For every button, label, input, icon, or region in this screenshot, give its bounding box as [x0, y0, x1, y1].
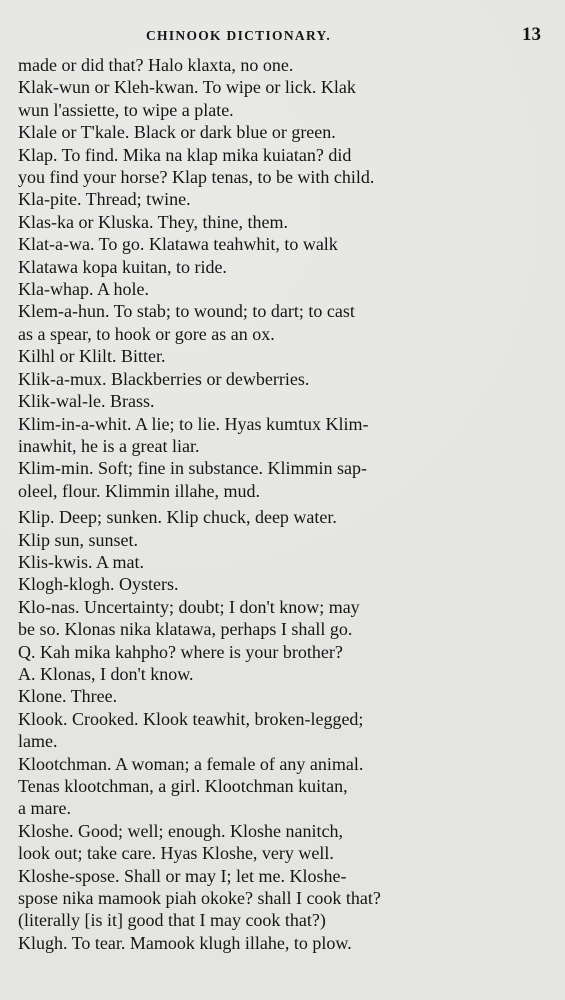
entry-line: Klim-min. Soft; fine in substance. Klimmin sap- — [18, 458, 367, 479]
entry-line: Klone. Three. — [18, 686, 118, 707]
entry-line: Kilhl or Klilt. Bitter. — [18, 346, 166, 367]
entry-line: inawhit, he is a great liar. — [18, 435, 200, 456]
entry-line: A. Klonas, I don't know. — [18, 663, 194, 684]
entry-line: Klo-nas. Uncertainty; doubt; I don't know; may — [18, 596, 360, 617]
entry-line: Klale or T'kale. Black or dark blue or green. — [18, 122, 336, 143]
entry-line: Q. Kah mika kahpho? where is your brother? — [18, 641, 343, 662]
entry-line: Klogh-klogh. Oysters. — [18, 574, 179, 595]
dictionary-entry — [18, 865, 541, 932]
entry-line: Tenas klootchman, a girl. Klootchman kuitan, — [18, 776, 348, 796]
dictionary-entry — [18, 121, 541, 143]
entry-line: look out; take care. Hyas Kloshe, very well. — [18, 843, 334, 864]
entry-line: Klatawa kopa kuitan, to ride. — [18, 256, 227, 277]
entry-line: Klootchman. A woman; a female of any animal. — [18, 753, 364, 774]
entry-line: Klim-in-a-whit. A lie; to lie. Hyas kumtux Klim- — [18, 413, 369, 434]
entry-line: Klook. Crooked. Klook teawhit, broken-legged; — [18, 708, 364, 729]
entry-line: Klak-wun or Kleh-kwan. To wipe or lick. Klak — [18, 77, 356, 98]
entry-line: as a spear, to hook or gore as an ox. — [18, 323, 275, 344]
entry-line: Klip sun, sunset. — [18, 529, 139, 550]
dictionary-entry — [18, 596, 541, 686]
page-header — [18, 22, 541, 50]
dictionary-entry — [18, 413, 541, 458]
dictionary-entry — [18, 390, 541, 412]
entry-line: made or did that? Halo klaxta, no one. — [18, 55, 294, 75]
dictionary-entry — [18, 551, 541, 573]
page-number: 13 — [522, 24, 541, 45]
entry-line: (literally [is it] good that I may cook that?) — [18, 910, 326, 931]
dictionary-entry — [18, 300, 541, 345]
dictionary-entry — [18, 233, 541, 278]
entry-line: Klis-kwis. A mat. — [18, 551, 145, 572]
dictionary-entries — [18, 54, 541, 954]
dictionary-entry — [18, 278, 541, 300]
entry-line: Klip. Deep; sunken. Klip chuck, deep water. — [18, 507, 337, 528]
dictionary-entry — [18, 211, 541, 233]
entry-line: Kla-pite. Thread; twine. — [18, 189, 191, 210]
entry-line: be so. Klonas nika klatawa, perhaps I shall go. — [18, 619, 353, 640]
entry-line: Klat-a-wa. To go. Klatawa teahwhit, to walk — [18, 234, 338, 255]
entry-line: Klem-a-hun. To stab; to wound; to dart; to cast — [18, 301, 355, 322]
dictionary-entry — [18, 144, 541, 189]
dictionary-entry — [18, 932, 541, 954]
entry-line: Kloshe. Good; well; enough. Kloshe nanitch, — [18, 820, 343, 841]
dictionary-entry — [18, 76, 541, 121]
dictionary-entry — [18, 820, 541, 865]
dictionary-entry — [18, 345, 541, 367]
entry-line: oleel, flour. Klimmin illahe, mud. — [18, 480, 260, 501]
entry-line: Klugh. To tear. Mamook klugh illahe, to plow. — [18, 932, 352, 953]
entry-line: lame. — [18, 731, 58, 752]
entry-line: Klap. To find. Mika na klap mika kuiatan? did — [18, 144, 352, 165]
entry-line: a mare. — [18, 798, 71, 819]
entry-line: Kloshe-spose. Shall or may I; let me. Kloshe- — [18, 865, 347, 886]
dictionary-entry — [18, 457, 541, 502]
dictionary-entry — [18, 753, 541, 820]
entry-continuation — [18, 54, 541, 76]
entry-line: Klik-wal-le. Brass. — [18, 391, 155, 412]
entry-line: you find your horse? Klap tenas, to be with child. — [18, 167, 375, 188]
entry-line: Kla-whap. A hole. — [18, 279, 149, 300]
dictionary-entry — [18, 368, 541, 390]
dictionary-entry — [18, 573, 541, 595]
entry-line: spose nika mamook piah okoke? shall I cook that? — [18, 888, 381, 909]
dictionary-entry — [18, 685, 541, 707]
running-head: CHINOOK DICTIONARY. — [146, 28, 331, 43]
dictionary-entry — [18, 708, 541, 753]
entry-line: Klik-a-mux. Blackberries or dewberries. — [18, 368, 310, 389]
entry-line: Klas-ka or Kluska. They, thine, them. — [18, 211, 288, 232]
dictionary-entry — [18, 188, 541, 210]
dictionary-entry — [18, 506, 541, 551]
entry-line: wun l'assiette, to wipe a plate. — [18, 99, 234, 120]
